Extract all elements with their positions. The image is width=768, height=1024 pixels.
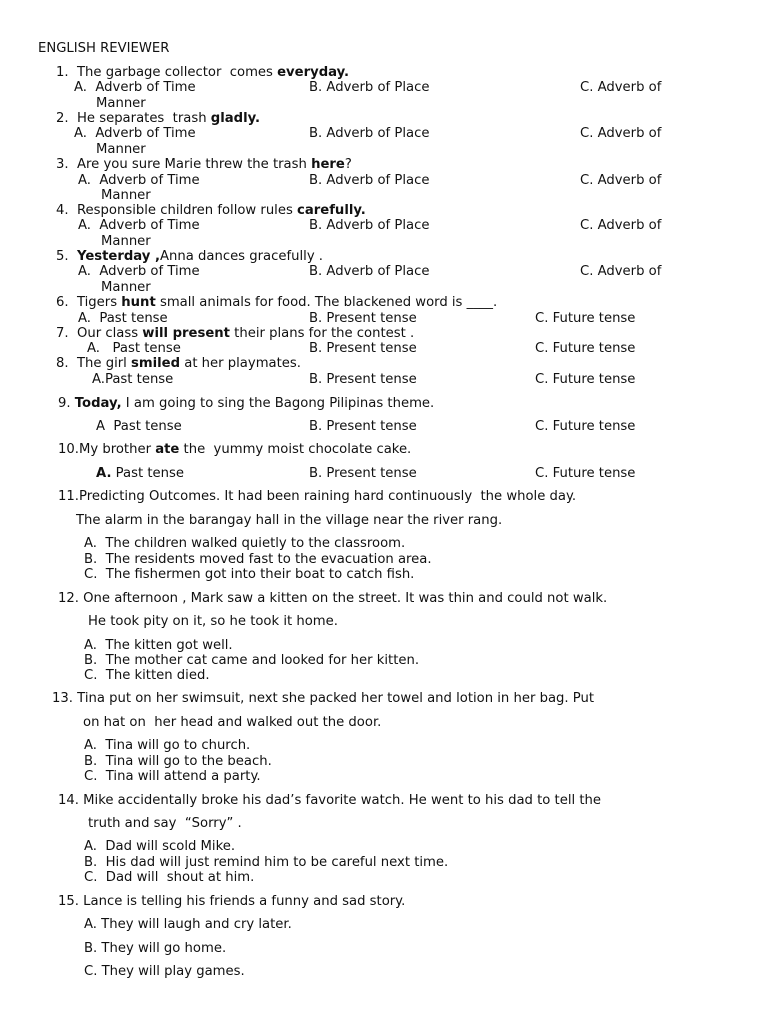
option-b: B. Present tense [309,466,417,481]
question-text-after: small animals for food. The blackened word is ____. [155,295,498,310]
option-a: A. They will laugh and cry later. [84,917,292,932]
option-b: B. Adverb of Place [309,218,430,233]
question-12-line-2: He took pity on it, so he took it home. [88,614,338,629]
option-a: A.Past tense [92,372,174,387]
option-wrap: Manner [96,96,146,111]
question-13-line-2: on hat on her head and walked out the door. [83,715,382,730]
option-c: C. The fishermen got into their boat to catch fish. [84,567,415,582]
question-bold-word: Today, [74,396,122,411]
question-number: 5. [56,249,69,264]
question-text: Tigers [76,295,122,310]
option-a [96,466,184,481]
question-text: My brother [78,442,156,457]
question-number: 9. [58,396,75,411]
question-3 [56,157,352,172]
question-bold-word: will present [142,326,230,341]
option-b: B. Adverb of Place [309,173,430,188]
option-a: A. Tina will go to church. [84,738,251,753]
question-bold-word: ate [155,442,180,457]
question-number: 3. [56,157,69,172]
option-b: B. Adverb of Place [309,80,430,95]
option-c: C. Tina will attend a party. [84,769,261,784]
question-6 [56,295,497,310]
option-a: A. Past tense [87,341,181,356]
option-c: C. Adverb of [580,218,662,233]
option-text: Past tense [111,466,184,481]
question-number: 2. [56,111,69,126]
question-bold-word: smiled [131,356,181,371]
question-bold-word: Yesterday , [76,249,160,264]
question-number: 7. [56,326,69,341]
question-5 [56,249,323,264]
option-c: C. The kitten died. [84,668,210,683]
question-text: Are you sure Marie threw the trash [76,157,312,172]
option-c: C. Adverb of [580,264,662,279]
option-b: B. The mother cat came and looked for her kitten. [84,653,420,668]
question-bold-word: here [311,157,345,172]
question-8 [56,356,301,371]
question-text: The garbage collector comes [76,65,278,80]
question-10 [58,442,411,457]
option-a: A Past tense [96,419,182,434]
question-13-line-1: 13. Tina put on her swimsuit, next she packed her towel and lotion in her bag. Put [52,691,595,706]
option-b: B. Adverb of Place [309,126,430,141]
question-bold-word: everyday. [277,65,350,80]
option-c: C. Future tense [535,311,636,326]
option-b: B. Present tense [309,372,417,387]
question-number: 1. [56,65,69,80]
option-wrap: Manner [101,188,151,203]
option-c: C. Dad will shout at him. [84,870,255,885]
option-b: B. Tina will go to the beach. [84,754,272,769]
question-text-after: Anna dances gracefully . [160,249,324,264]
question-11-line-1: 11.Predicting Outcomes. It had been raining hard continuously the whole day. [58,489,577,504]
option-c: C. Future tense [535,419,636,434]
option-a: A. Adverb of Time [78,264,200,279]
option-b: B. His dad will just remind him to be careful next time. [84,855,449,870]
option-wrap: Manner [101,280,151,295]
option-a: A. Past tense [78,311,168,326]
option-b: B. They will go home. [84,941,227,956]
option-c: C. Adverb of [580,126,662,141]
question-text-after: at her playmates. [180,356,301,371]
question-14-line-2: truth and say “Sorry” . [88,816,242,831]
question-text: Our class [76,326,143,341]
question-bold-word: carefully. [297,203,366,218]
question-bold-word: hunt [121,295,156,310]
question-1 [56,65,349,80]
question-number: 4. [56,203,69,218]
question-4 [56,203,366,218]
question-12-line-1: 12. One afternoon , Mark saw a kitten on the street. It was thin and could not walk. [58,591,608,606]
question-number: 8. [56,356,69,371]
option-b: B. Adverb of Place [309,264,430,279]
question-bold-word: gladly. [210,111,260,126]
question-14-line-1: 14. Mike accidentally broke his dad’s favorite watch. He went to his dad to tell the [58,793,601,808]
question-7 [56,326,414,341]
option-wrap: Manner [101,234,151,249]
question-text-after: their plans for the contest . [229,326,415,341]
option-a: A. Dad will scold Mike. [84,839,236,854]
option-letter: A. [96,466,112,481]
question-text: He separates trash [76,111,211,126]
question-text-after: the yummy moist chocolate cake. [179,442,412,457]
option-c: C. Adverb of [580,173,662,188]
option-a: A. Adverb of Time [74,80,196,95]
question-text: Responsible children follow rules [76,203,298,218]
option-a: A. The kitten got well. [84,638,233,653]
question-2 [56,111,260,126]
question-number: 10. [58,442,79,457]
question-15-line-1: 15. Lance is telling his friends a funny and sad story. [58,894,406,909]
option-b: B. Present tense [309,341,417,356]
option-c: C. Future tense [535,341,636,356]
page-title: ENGLISH REVIEWER [38,41,170,56]
option-wrap: Manner [96,142,146,157]
option-b: B. Present tense [309,419,417,434]
option-c: C. Adverb of [580,80,662,95]
option-a: A. Adverb of Time [78,173,200,188]
option-a: A. Adverb of Time [78,218,200,233]
option-a: A. Adverb of Time [74,126,196,141]
option-c: C. Future tense [535,466,636,481]
question-text-after: ? [344,157,352,172]
option-a: A. The children walked quietly to the classroom. [84,536,406,551]
option-b: B. The residents moved fast to the evacuation area. [84,552,432,567]
question-text-after: I am going to sing the Bagong Pilipinas theme. [121,396,435,411]
option-c: C. Future tense [535,372,636,387]
option-c: C. They will play games. [84,964,245,979]
question-9 [58,396,434,411]
option-b: B. Present tense [309,311,417,326]
question-11-line-2: The alarm in the barangay hall in the village near the river rang. [76,513,503,528]
question-text: The girl [76,356,132,371]
question-number: 6. [56,295,69,310]
